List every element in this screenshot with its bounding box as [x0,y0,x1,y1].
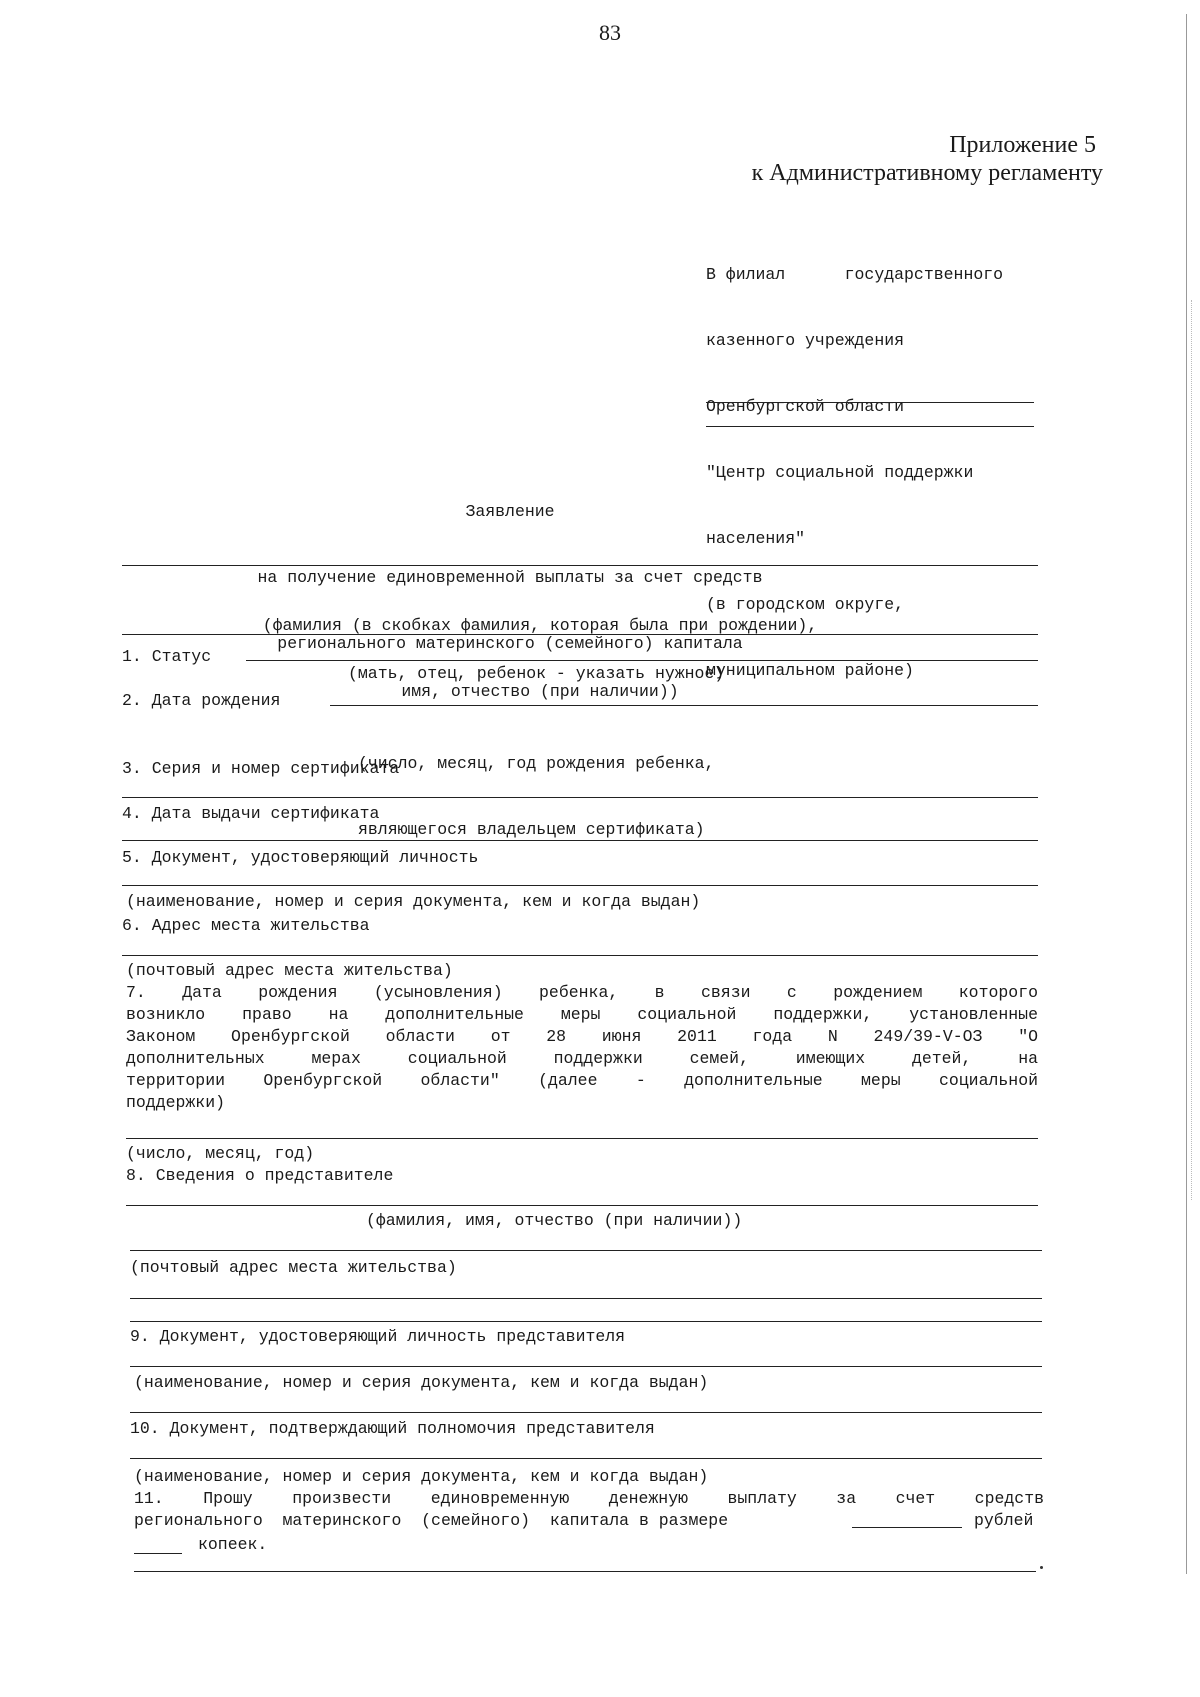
representative-label: 8. Сведения о представителе [126,1166,394,1185]
appendix-subtitle: к Административному регламенту [751,160,1103,186]
scan-edge-line [1186,14,1187,1574]
representative-address-field[interactable] [130,1298,1042,1299]
rubles-label: рублей [974,1511,1034,1530]
kopecks-field[interactable] [134,1553,182,1554]
child-birth-date-hint: (число, месяц, год) [126,1144,315,1163]
paragraph-line: дополнительных мерах социальной поддержки семей, имеющих детей, на [126,1049,1038,1068]
rubles-field[interactable] [852,1527,962,1528]
cert-series-field[interactable] [122,797,1038,798]
status-hint: (мать, отец, ребенок - указать нужное) [348,664,725,683]
paragraph-line: Законом Оренбургской области от 28 июня 2011 года N 249/39-V-ОЗ "О [126,1027,1038,1046]
applicant-name-line-2 [122,634,1038,635]
request-line: 11. Прошу произвести единовременную денежную выплату за счет средств [134,1489,1044,1508]
heading-title: Заявление [465,502,555,521]
rep-id-field[interactable] [130,1366,1042,1367]
birth-date-hint: (число, месяц, год рождения ребенка, являющегося владельцем сертификата) [358,754,715,839]
child-birth-date-field[interactable] [126,1138,1038,1139]
rep-auth-hint: (наименование, номер и серия документа, кем и когда выдан) [134,1467,709,1486]
rep-auth-label: 10. Документ, подтверждающий полномочия представителя [130,1419,655,1438]
addressee-line: казенного учреждения [706,331,905,350]
heading-line: на получение единовременной выплаты за счет средств [257,568,763,587]
cert-series-label: 3. Серия и номер сертификата [122,759,400,778]
status-field[interactable] [246,660,1038,661]
addressee-line: "Центр социальной поддержки [706,463,974,482]
birth-date-label: 2. Дата рождения [122,691,281,710]
addressee-blank-line [706,426,1034,427]
representative-address-hint: (почтовый адрес места жительства) [130,1258,457,1277]
id-doc-hint: (наименование, номер и серия документа, кем и когда выдан) [126,892,701,911]
cert-date-label: 4. Дата выдачи сертификата [122,804,380,823]
scan-dot [1040,1566,1043,1569]
representative-name-field[interactable] [126,1205,1038,1206]
addressee-line: Оренбургской области [706,397,905,416]
page-number: 83 [599,20,621,45]
request-final-line[interactable] [134,1571,1036,1572]
address-field[interactable] [122,955,1038,956]
appendix-title: Приложение 5 [949,132,1096,158]
representative-name-hint: (фамилия, имя, отчество (при наличии)) [366,1211,743,1230]
representative-name-field-2[interactable] [130,1250,1042,1251]
rep-id-field-2[interactable] [130,1412,1042,1413]
rep-auth-field[interactable] [130,1458,1042,1459]
cert-date-field[interactable] [122,840,1038,841]
id-doc-field[interactable] [122,885,1038,886]
paragraph-line: возникло право на дополнительные меры социальной поддержки, установленные [126,1005,1038,1024]
request-paragraph [134,1488,1044,1510]
birth-date-field[interactable] [330,705,1038,706]
id-doc-label: 5. Документ, удостоверяющий личность [122,848,479,867]
address-label: 6. Адрес места жительства [122,916,370,935]
kopecks-label: копеек. [198,1535,268,1554]
rep-id-label: 9. Документ, удостоверяющий личность представителя [130,1327,626,1346]
heading-line: регионального материнского (семейного) капитала [277,634,743,653]
addressee-line: В филиал государственного [706,265,1004,284]
address-hint: (почтовый адрес места жительства) [126,961,453,980]
addressee-line: муниципальном районе) [706,661,914,680]
applicant-name-line [122,565,1038,566]
applicant-name-hint: (фамилия (в скобках фамилия, которая была при рождении), имя, отчество (при наличии)) [262,616,818,701]
paragraph-line: территории Оренбургской области" (далее - дополнительные меры социальной [126,1071,1038,1090]
representative-address-field-2[interactable] [130,1321,1042,1322]
request-amount-text: регионального материнского (семейного) капитала в размере [134,1511,729,1530]
addressee-line: (в городском округе, [706,595,905,614]
scan-edge-line-2 [1191,300,1192,1200]
addressee-blank-line [706,402,1034,403]
addressee-line: населения" [706,529,806,548]
paragraph-line: поддержки) [126,1093,226,1112]
rep-id-hint: (наименование, номер и серия документа, кем и когда выдан) [134,1373,709,1392]
child-birth-paragraph [126,982,1038,1114]
paragraph-line: 7. Дата рождения (усыновления) ребенка, в связи с рождением которого [126,983,1038,1002]
status-label: 1. Статус [122,647,212,666]
